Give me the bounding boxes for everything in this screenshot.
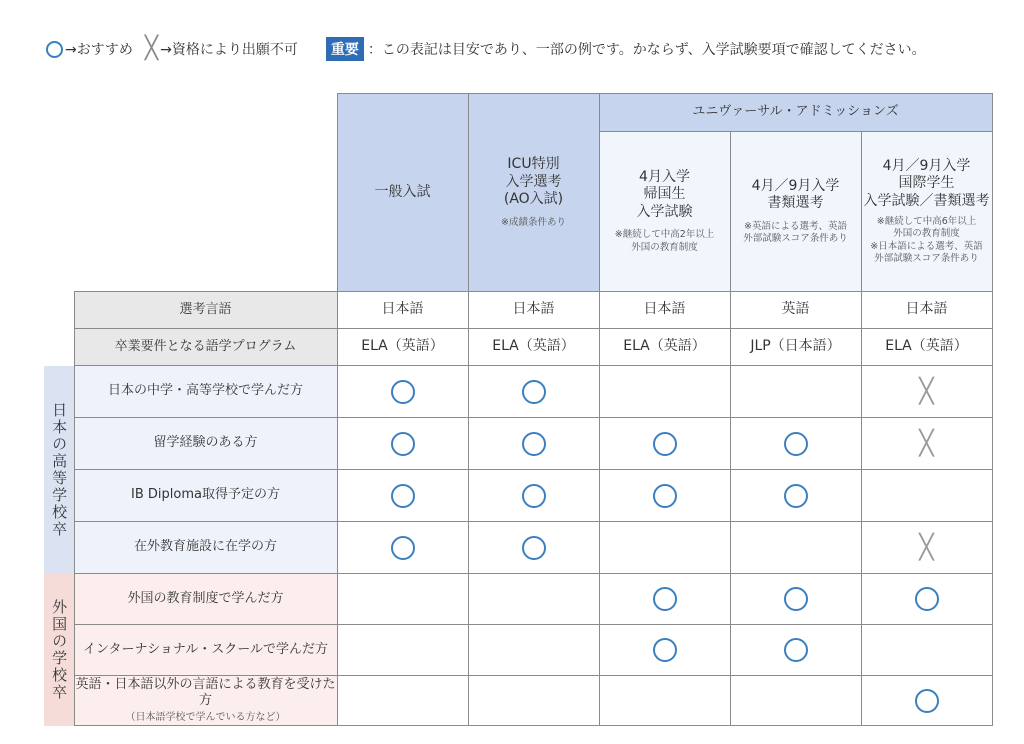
circle-icon — [784, 587, 808, 611]
info-value: ELA（英語） — [337, 329, 468, 366]
info-value: ELA（英語） — [861, 329, 992, 366]
circle-icon — [784, 638, 808, 662]
mark-cell — [861, 676, 992, 726]
row-label: 英語・日本語以外の言語による教育を受けた方 （日本語学校で学んでいる方など） — [74, 676, 337, 726]
table-row — [44, 676, 992, 726]
info-value: ELA（英語） — [599, 329, 730, 366]
table-row — [44, 366, 992, 418]
circle-icon — [391, 536, 415, 560]
mark-cell — [337, 522, 468, 574]
info-value: 英語 — [730, 292, 861, 329]
legend — [46, 37, 926, 61]
mark-cell — [599, 366, 730, 418]
row-label: IB Diploma取得予定の方 — [74, 470, 337, 522]
mark-cell — [861, 366, 992, 418]
row-blank — [44, 329, 74, 366]
circle-icon — [784, 484, 808, 508]
mark-cell — [337, 418, 468, 470]
info-value: 日本語 — [599, 292, 730, 329]
circle-icon — [653, 587, 677, 611]
circle-icon — [522, 380, 546, 404]
circle-icon — [391, 484, 415, 508]
mark-cell — [337, 470, 468, 522]
table-row — [44, 418, 992, 470]
mark-cell — [861, 522, 992, 574]
mark-cell — [337, 574, 468, 625]
legend-ineligible: →資格により出願不可 — [160, 42, 298, 58]
mark-cell — [861, 470, 992, 522]
legend-recommend: →おすすめ — [65, 42, 133, 58]
mark-cell — [468, 676, 599, 726]
mark-cell — [599, 418, 730, 470]
legend-note: ：この表記は目安であり、一部の例です。かならず、入学試験要項で確認してください。 — [367, 42, 926, 58]
mark-cell — [730, 574, 861, 625]
mark-cell — [337, 676, 468, 726]
table-row — [44, 470, 992, 522]
cross-icon: ╳ — [919, 376, 934, 405]
mark-cell — [468, 366, 599, 418]
mark-cell — [337, 625, 468, 676]
cross-icon: ╳ — [144, 36, 159, 61]
circle-icon — [522, 484, 546, 508]
info-value: ELA（英語） — [468, 329, 599, 366]
admission-table — [44, 93, 993, 726]
mark-cell — [730, 676, 861, 726]
mark-cell — [730, 470, 861, 522]
info-value: 日本語 — [468, 292, 599, 329]
info-value: 日本語 — [337, 292, 468, 329]
circle-icon — [915, 689, 939, 713]
mark-cell — [730, 625, 861, 676]
header-general: 一般入試 — [337, 94, 468, 292]
circle-icon — [653, 432, 677, 456]
row-label: 留学経験のある方 — [74, 418, 337, 470]
row-label: 外国の教育制度で学んだ方 — [74, 574, 337, 625]
mark-cell — [468, 418, 599, 470]
circle-icon — [653, 484, 677, 508]
header-document: 4月／9月入学 書類選考 ※英語による選考、英語 外部試験スコア条件あり — [730, 132, 861, 292]
row-label: 日本の中学・高等学校で学んだ方 — [74, 366, 337, 418]
mark-cell — [861, 574, 992, 625]
circle-icon — [391, 380, 415, 404]
mark-cell — [599, 522, 730, 574]
mark-cell — [599, 470, 730, 522]
circle-icon — [784, 432, 808, 456]
circle-icon — [46, 41, 63, 58]
header-icu: ICU特別 入学選考 (AO入試) ※成績条件あり — [468, 94, 599, 292]
circle-icon — [915, 587, 939, 611]
eligibility-body — [44, 366, 992, 726]
info-value: JLP（日本語） — [730, 329, 861, 366]
info-label: 卒業要件となる語学プログラム — [74, 329, 337, 366]
mark-cell — [468, 522, 599, 574]
row-blank — [44, 292, 74, 329]
header-universal: ユニヴァーサル・アドミッションズ — [599, 94, 992, 132]
cross-icon: ╳ — [919, 532, 934, 561]
mark-cell — [730, 522, 861, 574]
mark-cell — [599, 625, 730, 676]
row-label: インターナショナル・スクールで学んだ方 — [74, 625, 337, 676]
row-label: 在外教育施設に在学の方 — [74, 522, 337, 574]
mark-cell — [468, 574, 599, 625]
group-label-foreign: 外国の学校卒 — [44, 574, 74, 726]
mark-cell — [730, 418, 861, 470]
mark-cell — [337, 366, 468, 418]
mark-cell — [599, 574, 730, 625]
info-value: 日本語 — [861, 292, 992, 329]
table-row — [44, 625, 992, 676]
mark-cell — [468, 625, 599, 676]
header-international: 4月／9月入学 国際学生 入学試験／書類選考 ※継続して中高6年以上 外国の教育制度 ※日本語による選考、英語 外部試験スコア条件あり — [861, 132, 992, 292]
mark-cell — [861, 625, 992, 676]
circle-icon — [391, 432, 415, 456]
header-returnee: 4月入学 帰国生 入学試験 ※継続して中高2年以上 外国の教育制度 — [599, 132, 730, 292]
corner-blank — [44, 94, 337, 292]
mark-cell — [730, 366, 861, 418]
important-badge: 重要 — [326, 37, 364, 61]
mark-cell — [861, 418, 992, 470]
mark-cell — [468, 470, 599, 522]
circle-icon — [522, 536, 546, 560]
circle-icon — [522, 432, 546, 456]
table-row — [44, 574, 992, 625]
info-label: 選考言語 — [74, 292, 337, 329]
group-label-japan: 日本の高等学校卒 — [44, 366, 74, 574]
table-row — [44, 522, 992, 574]
circle-icon — [653, 638, 677, 662]
mark-cell — [599, 676, 730, 726]
cross-icon: ╳ — [919, 428, 934, 457]
